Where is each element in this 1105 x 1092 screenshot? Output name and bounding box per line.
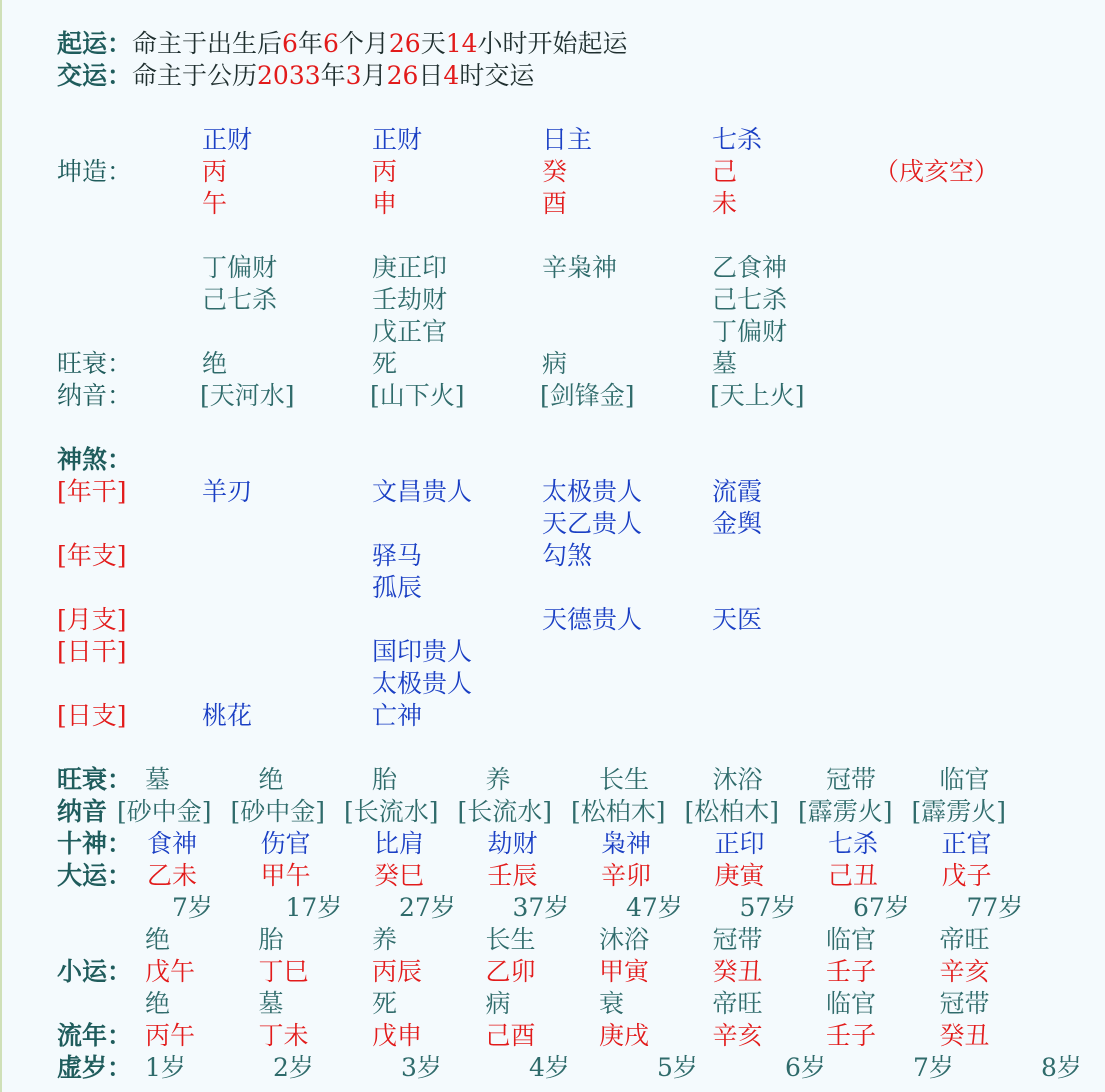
liunian-item: 辛亥 (712, 1021, 763, 1050)
dayun-ganzhi-item: 癸巳 (374, 861, 425, 890)
liunian-wangshuai-item: 绝 (145, 989, 171, 1018)
xiaoyun-item: 丙辰 (372, 957, 423, 986)
zhi-month: 申 (372, 189, 398, 218)
zhi-hour: 未 (712, 189, 738, 218)
xiaoyun-wangshuai-item: 冠带 (712, 925, 763, 954)
xiaoyun-wangshuai-item: 帝旺 (939, 925, 990, 954)
canggan-item: 辛枭神 (542, 253, 618, 282)
nayin-value: [山下火] (370, 381, 465, 410)
dayun-label: 大运： (57, 861, 133, 890)
dayun-shishen-item: 七杀 (828, 829, 879, 858)
shensha-item: 驿马 (372, 541, 423, 570)
shensha-item: 太极贵人 (542, 477, 643, 506)
liunian-item: 壬子 (826, 1021, 877, 1050)
xiaoyun-item: 癸丑 (712, 957, 763, 986)
xusui-item: 6岁 (785, 1053, 826, 1082)
nayin-label: 纳音： (57, 381, 133, 410)
shensha-item: 天德贵人 (542, 605, 643, 634)
gan-year: 丙 (202, 157, 228, 186)
dayun-wangshuai-item: 养 (485, 765, 511, 794)
canggan-item: 庚正印 (372, 253, 448, 282)
liunian-item: 己酉 (485, 1021, 536, 1050)
wangshuai-label: 旺衰： (57, 349, 133, 378)
dayun-wangshuai-item: 胎 (372, 765, 398, 794)
canggan-item: 己七杀 (712, 285, 788, 314)
shishen-hour: 七杀 (712, 125, 763, 154)
dayun-age-item: 77岁 (966, 893, 1024, 922)
shensha-row-label: [年干] (57, 477, 127, 506)
canggan-item: 壬劫财 (372, 285, 448, 314)
dayun-age-item: 47岁 (626, 893, 683, 922)
nayin-value: [天上火] (710, 381, 805, 410)
xiaoyun-item: 辛亥 (939, 957, 990, 986)
shensha-item: 文昌贵人 (372, 477, 473, 506)
shensha-row-label: [日干] (57, 637, 127, 666)
jiaoyun-label: 交运： (57, 61, 133, 90)
shensha-row-label: [日支] (57, 701, 127, 730)
dayun-shishen-item: 劫财 (487, 829, 538, 858)
liunian-item: 戊申 (372, 1021, 423, 1050)
dayun-nayin-item: [霹雳火] (911, 797, 1007, 826)
kunzao-label: 坤造： (57, 157, 133, 186)
wangshuai-value: 病 (542, 349, 568, 378)
dayun-shishen-item: 正官 (941, 829, 992, 858)
dayun-wangshuai-item: 长生 (599, 765, 650, 794)
dayun-ganzhi-item: 己丑 (828, 861, 879, 890)
dayun-age-item: 37岁 (512, 893, 570, 922)
liunian-item: 庚戌 (599, 1021, 650, 1050)
dayun-age-item: 57岁 (739, 893, 797, 922)
wangshuai-value: 死 (372, 349, 398, 378)
gan-hour: 己 (712, 157, 738, 186)
shishen-year: 正财 (202, 125, 253, 154)
xusui-item: 4岁 (529, 1053, 570, 1082)
liunian-wangshuai-item: 墓 (258, 989, 284, 1018)
dayun-shishen-item: 伤官 (260, 829, 311, 858)
xusui-item: 7岁 (913, 1053, 954, 1082)
canggan-item: 丁偏财 (202, 253, 278, 282)
shensha-item: 太极贵人 (372, 669, 473, 698)
shensha-item: 亡神 (372, 701, 423, 730)
canggan-item: 丁偏财 (712, 317, 788, 346)
liunian-wangshuai-item: 死 (372, 989, 398, 1018)
wangshuai-value: 绝 (202, 349, 228, 378)
qiyun-label: 起运： (57, 29, 133, 58)
nayin-value: [剑锋金] (540, 381, 635, 410)
shensha-title: 神煞： (57, 445, 133, 474)
xiaoyun-item: 壬子 (826, 957, 877, 986)
xiaoyun-wangshuai-item: 养 (372, 925, 398, 954)
xiaoyun-item: 甲寅 (599, 957, 650, 986)
dayun-shishen-item: 比肩 (374, 829, 425, 858)
liunian-wangshuai-item: 衰 (599, 989, 625, 1018)
liunian-label: 流年： (57, 1021, 133, 1050)
dayun-nayin-label: 纳音 (57, 797, 108, 826)
xusui-item: 3岁 (401, 1053, 442, 1082)
dayun-nayin-item: [砂中金] (117, 797, 212, 826)
zhi-day: 酉 (542, 189, 568, 218)
shishen-month: 正财 (372, 125, 423, 154)
dayun-ganzhi-item: 壬辰 (487, 861, 538, 890)
xiaoyun-wangshuai-item: 沐浴 (599, 925, 650, 954)
dayun-age-item: 17岁 (285, 893, 343, 922)
xiaoyun-wangshuai-item: 绝 (145, 925, 171, 954)
liunian-wangshuai-item: 病 (485, 989, 511, 1018)
liunian-item: 丙午 (145, 1021, 196, 1050)
shensha-item: 国印贵人 (372, 637, 473, 666)
dayun-age-item: 27岁 (399, 893, 456, 922)
xiaoyun-item: 乙卯 (485, 957, 536, 986)
dayun-shishen-item: 正印 (714, 829, 765, 858)
liunian-item: 癸丑 (939, 1021, 990, 1050)
shensha-item: 羊刃 (202, 477, 253, 506)
dayun-ganzhi-item: 乙未 (147, 861, 198, 890)
xusui-item: 5岁 (657, 1053, 698, 1082)
zhi-year: 午 (202, 189, 228, 218)
shensha-row-label: [年支] (57, 541, 127, 570)
qiyun-line: 起运：命主于出生后6年6个月26天14小时开始起运 (57, 29, 628, 58)
xusui-item: 1岁 (145, 1053, 186, 1082)
dayun-age-item: 67岁 (853, 893, 910, 922)
xiaoyun-wangshuai-item: 长生 (485, 925, 536, 954)
xusui-item: 8岁 (1041, 1053, 1082, 1082)
xiaoyun-item: 丁巳 (258, 957, 309, 986)
dayun-nayin-item: [砂中金] (230, 797, 326, 826)
shishen-day: 日主 (542, 125, 593, 154)
xiaoyun-label: 小运： (57, 957, 133, 986)
canggan-item: 己七杀 (202, 285, 278, 314)
nayin-value: [天河水] (200, 381, 295, 410)
shensha-row-label: [月支] (57, 605, 127, 634)
dayun-nayin-item: [长流水] (457, 797, 553, 826)
dayun-wangshuai-item: 冠带 (826, 765, 877, 794)
shensha-item: 天医 (712, 605, 763, 634)
shensha-item: 金舆 (712, 509, 763, 538)
shensha-item: 流霞 (712, 477, 763, 506)
dayun-wangshuai-item: 临官 (939, 765, 990, 794)
xusui-label: 虚岁： (57, 1053, 133, 1082)
xiaoyun-wangshuai-item: 胎 (258, 925, 284, 954)
dayun-ganzhi-item: 戊子 (941, 861, 992, 890)
xusui-item: 2岁 (273, 1053, 314, 1082)
gan-day: 癸 (542, 157, 568, 186)
dayun-wangshuai-item: 墓 (145, 765, 171, 794)
dayun-shishen-label: 十神： (57, 829, 133, 858)
liunian-wangshuai-item: 临官 (826, 989, 877, 1018)
wangshuai-value: 墓 (712, 349, 738, 378)
shensha-item: 孤辰 (372, 573, 423, 602)
liunian-wangshuai-item: 帝旺 (712, 989, 763, 1018)
liunian-item: 丁未 (258, 1021, 309, 1050)
dayun-wangshuai-label: 旺衰： (57, 765, 133, 794)
xiaoyun-item: 戊午 (145, 957, 196, 986)
dayun-ganzhi-item: 辛卯 (601, 861, 652, 890)
dayun-shishen-item: 食神 (147, 829, 198, 858)
gan-month: 丙 (372, 157, 398, 186)
jiaoyun-line: 交运：命主于公历2033年3月26日4时交运 (57, 61, 535, 90)
shensha-item: 天乙贵人 (542, 509, 643, 538)
shensha-item: 桃花 (202, 701, 253, 730)
dayun-wangshuai-item: 沐浴 (712, 765, 763, 794)
dayun-ganzhi-item: 甲午 (260, 861, 311, 890)
dayun-wangshuai-item: 绝 (258, 765, 284, 794)
liunian-wangshuai-item: 冠带 (939, 989, 990, 1018)
dayun-ganzhi-item: 庚寅 (714, 861, 765, 890)
dayun-nayin-item: [长流水] (344, 797, 439, 826)
canggan-item: 乙食神 (712, 253, 788, 282)
xiaoyun-wangshuai-item: 临官 (826, 925, 877, 954)
dayun-shishen-item: 枭神 (601, 829, 652, 858)
dayun-nayin-item: [霹雳火] (798, 797, 893, 826)
kongwang: （戌亥空） (874, 157, 1000, 186)
dayun-age-item: 7岁 (172, 893, 213, 922)
dayun-nayin-item: [松柏木] (684, 797, 780, 826)
shensha-item: 勾煞 (542, 541, 593, 570)
dayun-nayin-item: [松柏木] (571, 797, 666, 826)
canggan-item: 戊正官 (372, 317, 448, 346)
